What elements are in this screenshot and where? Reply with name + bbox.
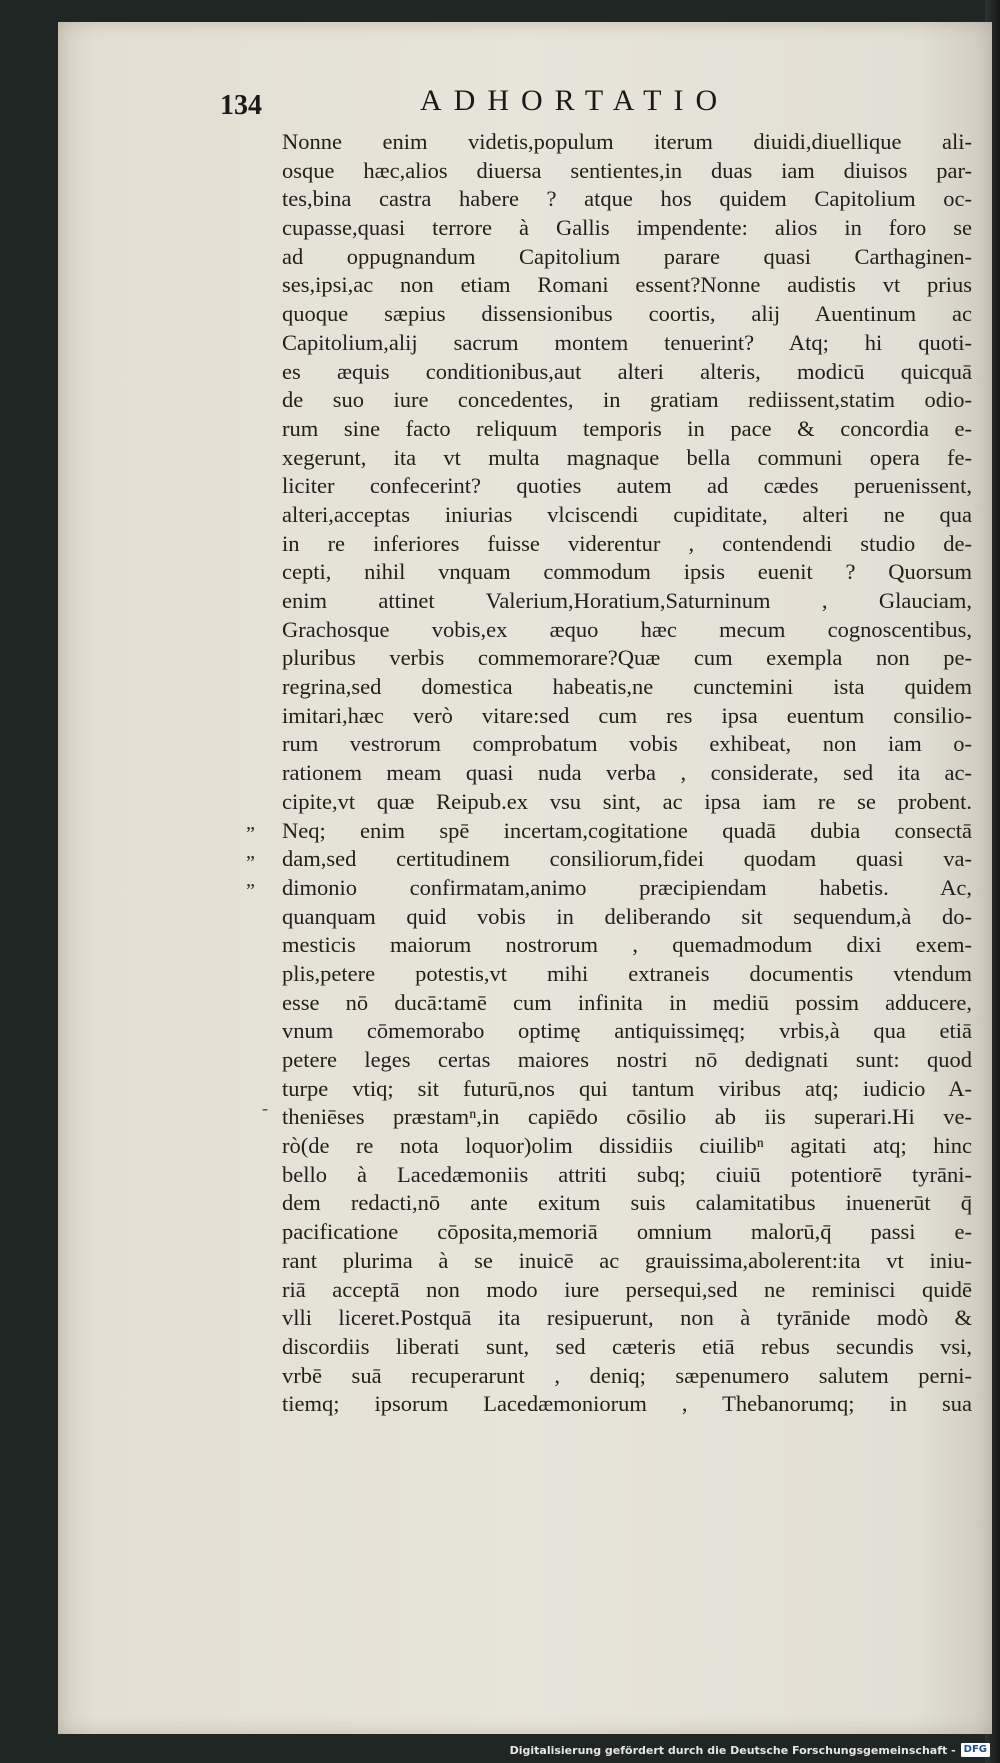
text-line: theniēses præstamⁿ,in capiēdo cōsilio ab iis superari.Hi ve-: [282, 1104, 972, 1130]
text-line: imitari,hæc verò vitare:sed cum res ipsa euentum consilio-: [282, 702, 972, 728]
quotation-margin-marks: [246, 820, 276, 906]
text-line: dimonio confirmatam,animo præcipiendam habetis. Ac,: [282, 874, 972, 900]
margin-quote-mark: ”: [246, 880, 255, 903]
text-line: Nonne enim videtis,populum iterum diuidi,diuellique ali-: [282, 129, 972, 154]
text-line: ses,ipsi,ac non etiam Romani essent?Nonne audistis vt prius: [282, 272, 972, 298]
text-line: liciter confecerint? quoties autem ad cædes peruenissent,: [282, 473, 972, 499]
text-line: Capitolium,alij sacrum montem tenuerint? Atq; hi quoti-: [282, 329, 972, 355]
page-number: 134: [220, 90, 262, 121]
margin-quote-mark: ”: [246, 823, 255, 845]
text-line: rò(de re nota loquor)olim dissidiis ciuilibⁿ agitati atq; hinc: [282, 1133, 972, 1159]
page-header: [220, 62, 880, 122]
text-line: cepti, nihil vnquam commodum ipsis euenit ? Quorsum: [282, 559, 972, 585]
text-line: esse nō ducā:tamē cum infinita in mediū possim adducere,: [282, 989, 972, 1015]
text-line: cipite,vt quæ Reipub.ex vsu sint, ac ipsa iam re se probent.: [282, 788, 972, 814]
digitization-footer: [510, 1741, 990, 1759]
text-line: discordiis liberati sunt, sed cæteris etiā rebus secundis vsi,: [282, 1333, 972, 1359]
text-line: es æquis conditionibus,aut alteri alteris, modicū quicquā: [282, 358, 972, 384]
text-line: osque hæc,alios diuersa sentientes,in duas iam diuisos par-: [282, 157, 972, 183]
margin-quote-mark: ”: [246, 851, 255, 874]
text-line: ad oppugnandum Capitolium parare quasi Carthaginen-: [282, 243, 972, 269]
text-line: dam,sed certitudinem consiliorum,fidei quodam quasi va-: [282, 846, 972, 872]
text-line: rationem meam quasi nuda verba , considerate, sed ita ac-: [282, 760, 972, 786]
text-line: turpe vtiq; sit futurū,nos qui tantum viribus atq; iudicio A-: [282, 1075, 972, 1101]
text-line: pluribus verbis commemorare?Quæ cum exempla non pe-: [282, 645, 972, 671]
text-line: de suo iure concedentes, in gratiam rediissent,statim odio-: [282, 387, 972, 413]
funding-credit: Digitalisierung gefördert durch die Deutsche Forschungsgemeinschaft -: [509, 1743, 956, 1757]
text-line: cupasse,quasi terrore à Gallis impendente: alios in foro se: [282, 215, 972, 241]
text-line: rum sine facto reliquum temporis in pace & concordia e-: [282, 415, 972, 441]
text-line: xegerunt, ita vt multa magnaque bella communi opera fe-: [282, 444, 972, 470]
text-line: Grachosque vobis,ex æquo hæc mecum cognoscentibus,: [282, 616, 972, 642]
text-line: Neq; enim spē incertam,cogitatione quadā dubia consectā: [282, 817, 972, 843]
text-line: rum vestrorum comprobatum vobis exhibeat, non iam o-: [282, 731, 972, 757]
dfg-logo: DFG: [961, 1743, 990, 1757]
text-line: quanquam quid vobis in deliberando sit sequendum,à do-: [282, 903, 972, 929]
text-line: vlli liceret.Postquā ita resipuerunt, non à tyrānide modò &: [282, 1305, 972, 1331]
text-line: regrina,sed domestica habeatis,ne cunctemini ista quidem: [282, 674, 972, 700]
text-line: vrbē suā recuperarunt , deniq; sæpenumero salutem perni-: [282, 1362, 972, 1388]
margin-dash-mark: -: [262, 1098, 268, 1118]
text-line: tiemq; ipsorum Lacedæmoniorum , Thebanorumq; in sua: [282, 1391, 972, 1417]
body-text: [282, 128, 972, 1419]
text-line: quoque sæpius dissensionibus coortis, alij Auentinum ac: [282, 301, 972, 327]
text-line: pacificatione cōposita,memoriā omnium malorū,q̄ passi e-: [282, 1219, 972, 1245]
text-line: bello à Lacedæmoniis attriti subq; ciuiū potentiorē tyrāni-: [282, 1161, 972, 1187]
text-line: plis,petere potestis,vt mihi extraneis documentis vtendum: [282, 960, 972, 986]
text-line: enim attinet Valerium,Horatium,Saturninum , Glauciam,: [282, 588, 972, 613]
text-line: tes,bina castra habere ? atque hos quidem Capitolium oc-: [282, 186, 972, 212]
text-line: vnum cōmemorabo optimę antiquissimęq; vrbis,à qua etiā: [282, 1018, 972, 1044]
text-line: rant plurima à se inuicē ac grauissima,abolerent:ita vt iniu-: [282, 1247, 972, 1273]
text-line: alteri,acceptas iniurias vlciscendi cupiditate, alteri ne qua: [282, 501, 972, 527]
text-line: riā acceptā non modo iure persequi,sed ne reminisci quidē: [282, 1276, 972, 1302]
text-line: petere leges certas maiores nostri nō dedignati sunt: quod: [282, 1047, 972, 1072]
text-line: dem redacti,nō ante exitum suis calamitatibus inuenerūt q̄: [282, 1190, 972, 1216]
running-title: ADHORTATIO: [420, 84, 730, 117]
text-line: mesticis maiorum nostrorum , quemadmodum dixi exem-: [282, 932, 972, 958]
text-line: in re inferiores fuisse viderentur , contendendi studio de-: [282, 530, 972, 556]
